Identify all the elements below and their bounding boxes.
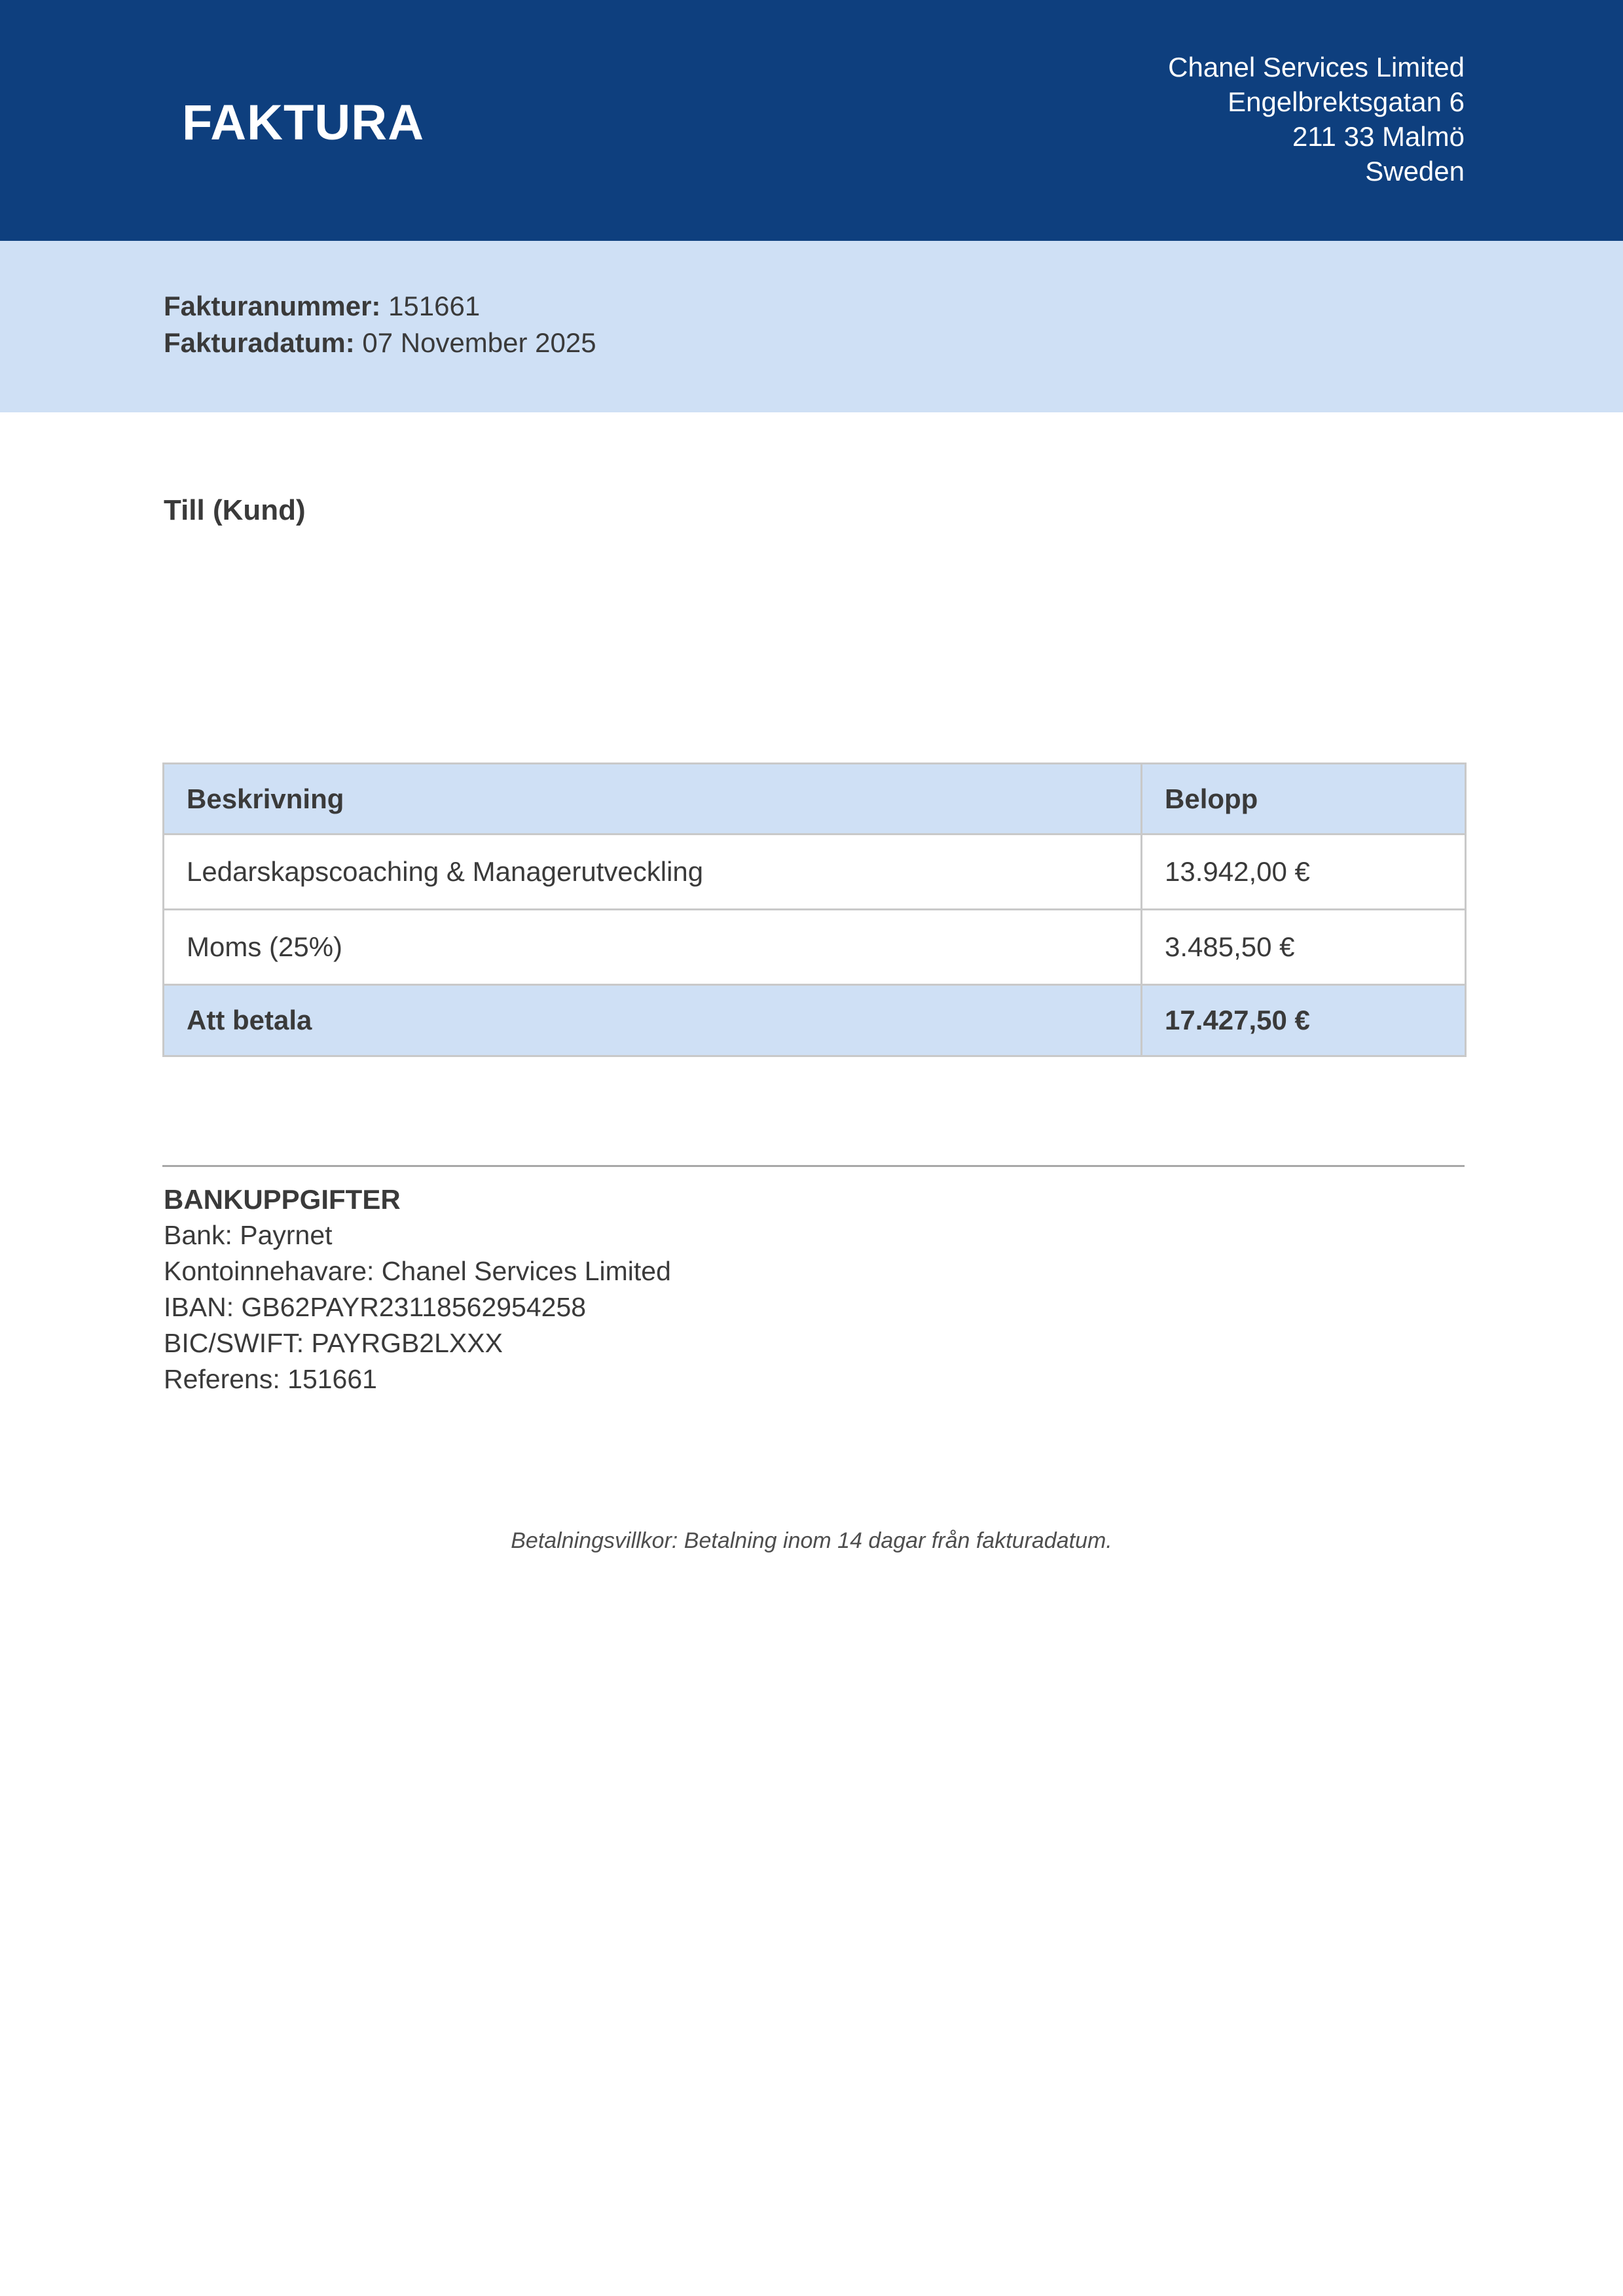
bic-swift-line: BIC/SWIFT: PAYRGB2LXXX: [164, 1328, 503, 1358]
iban-line: IBAN: GB62PAYR23118562954258: [164, 1292, 587, 1322]
company-country: Sweden: [1365, 156, 1465, 187]
invoice-number-value: 151661: [388, 291, 481, 321]
line-item-amount: 3.485,50 €: [1142, 910, 1466, 985]
invoice-title: FAKTURA: [182, 95, 425, 151]
invoice-header: [0, 0, 1623, 241]
bank-details-section: [164, 1181, 1623, 1397]
invoice-number-label: Fakturanummer:: [164, 291, 389, 321]
column-header-description: Beskrivning: [164, 764, 1142, 834]
table-row: [164, 834, 1466, 910]
line-item-amount: 13.942,00 €: [1142, 834, 1466, 910]
reference-line: Referens: 151661: [164, 1364, 377, 1394]
bank-details-heading: BANKUPPGIFTER: [164, 1184, 401, 1215]
invoice-date-label: Fakturadatum:: [164, 327, 363, 358]
line-items-table: [162, 762, 1467, 1057]
table-row: [164, 910, 1466, 985]
line-item-description: Ledarskapscoaching & Managerutveckling: [164, 834, 1142, 910]
company-street: Engelbrektsgatan 6: [1228, 86, 1465, 117]
total-label: Att betala: [164, 985, 1142, 1056]
section-divider: [162, 1165, 1465, 1167]
recipient-heading: Till (Kund): [164, 494, 306, 526]
line-item-description: Moms (25%): [164, 910, 1142, 985]
invoice-date-line: [164, 325, 1623, 361]
payment-terms: Betalningsvillkor: Betalning inom 14 dagar från fakturadatum.: [511, 1528, 1112, 1553]
table-header-row: [164, 764, 1466, 834]
invoice-meta-band: [0, 241, 1623, 412]
company-address: [1168, 50, 1465, 188]
total-row: [164, 985, 1466, 1056]
account-holder-line: Kontoinnehavare: Chanel Services Limited: [164, 1256, 671, 1286]
total-amount: 17.427,50 €: [1142, 985, 1466, 1056]
bank-name-line: Bank: Payrnet: [164, 1220, 333, 1250]
company-name: Chanel Services Limited: [1168, 52, 1465, 82]
invoice-date-value: 07 November 2025: [362, 327, 596, 358]
invoice-number-line: [164, 288, 1623, 325]
column-header-amount: Belopp: [1142, 764, 1466, 834]
company-postal-city: 211 33 Malmö: [1292, 121, 1465, 152]
